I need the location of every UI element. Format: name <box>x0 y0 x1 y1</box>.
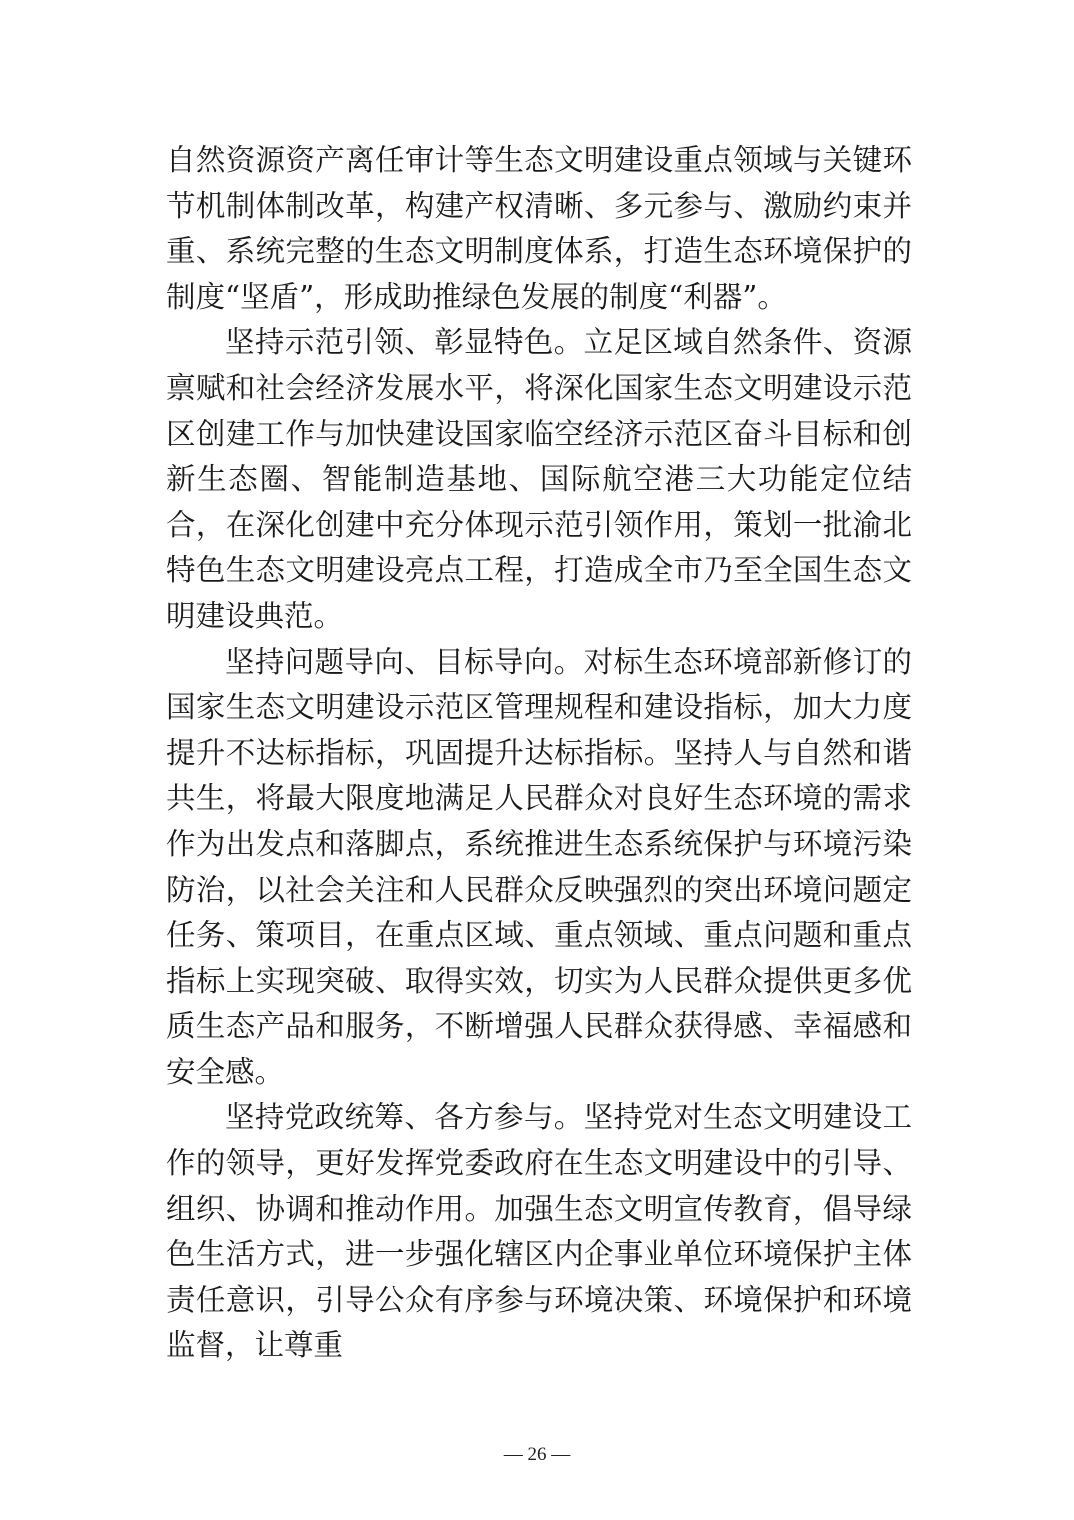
paragraph-party-coordination: 坚持党政统筹、各方参与。坚持党对生态文明建设工作的领导，更好发挥党委政府在生态文明建设中的引导、组织、协调和推动作用。加强生态文明宣传教育，倡导绿色生活方式，进一步强化辖区内企事业单位环境保护主体责任意识，引导公众有序参与环境决策、环境保护和环境监督，让尊重 <box>166 1100 912 1363</box>
paragraph-continuation: 自然资源资产离任审计等生态文明建设重点领域与关键环节机制体制改革，构建产权清晰、多元参与、激励约束并重、系统完整的生态文明制度体系，打造生态环境保护的制度“坚盾”，形成助推绿色发展的制度“利器”。 <box>166 143 912 314</box>
page-number: — 26 — <box>503 1444 571 1465</box>
body-text <box>166 138 912 1369</box>
paragraph-problem-orientation: 坚持问题导向、目标导向。对标生态环境部新修订的国家生态文明建设示范区管理规程和建设指标，加大力度提升不达标指标，巩固提升达标指标。坚持人与自然和谐共生，将最大限度地满足人民群众对良好生态环境的需求作为出发点和落脚点，系统推进生态系统保护与环境污染防治，以社会关注和人民群众反映强烈的突出环境问题定任务、策项目，在重点区域、重点领域、重点问题和重点指标上实现突破、取得实效，切实为人民群众提供更多优质生态产品和服务，不断增强人民群众获得感、幸福感和安全感。 <box>166 644 912 1089</box>
paragraph-demonstration-lead: 坚持示范引领、彰显特色。立足区域自然条件、资源禀赋和社会经济发展水平，将深化国家生态文明建设示范区创建工作与加快建设国家临空经济示范区奋斗目标和创新生态圈、智能制造基地、国际航空港三大功能定位结合，在深化创建中充分体现示范引领作用，策划一批渝北特色生态文明建设亮点工程，打造成全市乃至全国生态文明建设典范。 <box>166 325 912 633</box>
